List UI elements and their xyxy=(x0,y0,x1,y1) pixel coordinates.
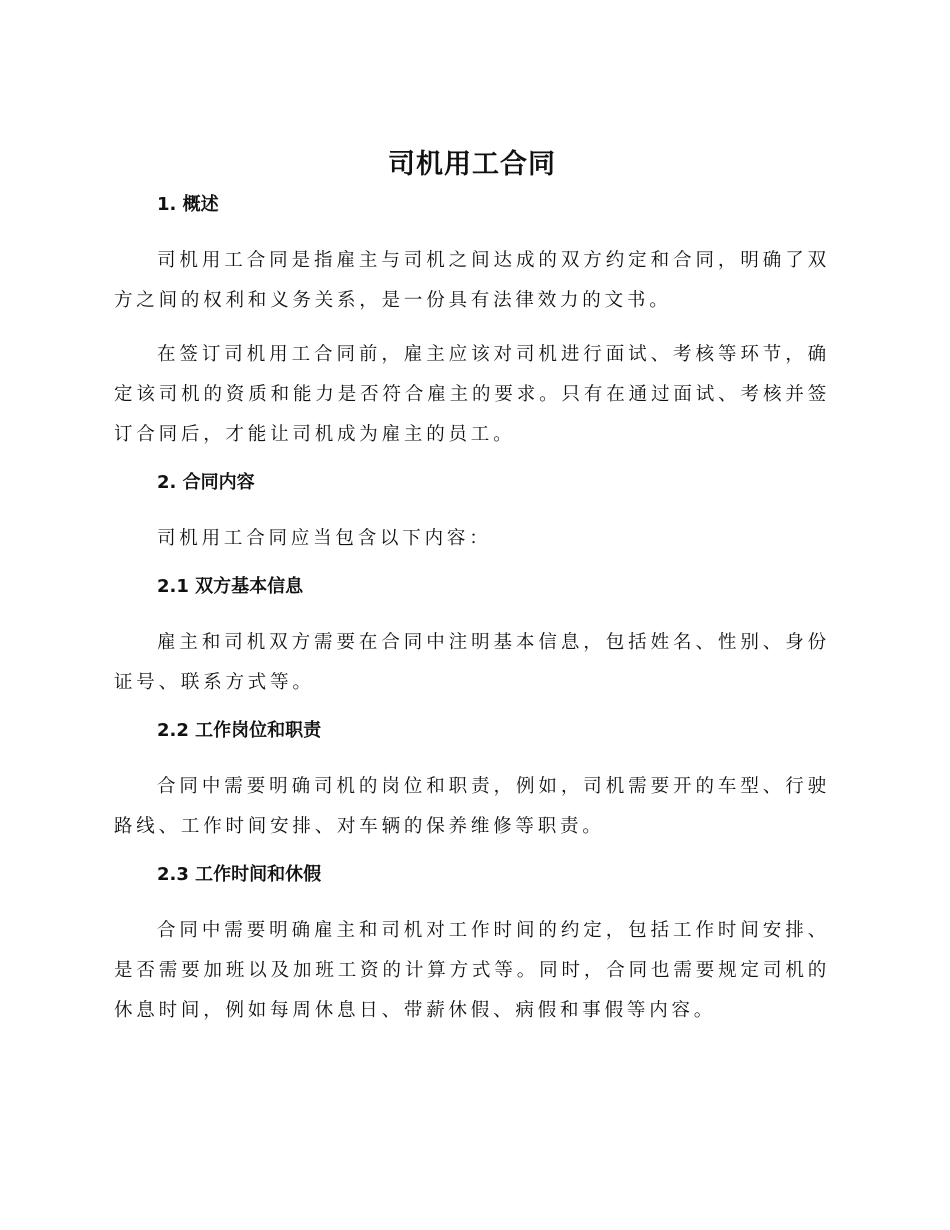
subsection-heading-working-hours: 2.3 工作时间和休假 xyxy=(157,864,322,885)
paragraph: 合同中需要明确雇主和司机对工作时间的约定，包括工作时间安排、是否需要加班以及加班工资的计算方式等。同时，合同也需要规定司机的休息时间，例如每周休息日、带薪休假、病假和事假等内容。 xyxy=(114,920,830,1021)
paragraph: 司机用工合同是指雇主与司机之间达成的双方约定和合同，明确了双方之间的权利和义务关系，是一份具有法律效力的文书。 xyxy=(114,250,830,311)
paragraph: 雇主和司机双方需要在合同中注明基本信息，包括姓名、性别、身份证号、联系方式等。 xyxy=(114,632,830,693)
section-heading-overview: 1. 概述 xyxy=(157,194,219,215)
document-title: 司机用工合同 xyxy=(388,149,556,180)
subsection-heading-position-duties: 2.2 工作岗位和职责 xyxy=(157,720,322,741)
paragraph: 在签订司机用工合同前，雇主应该对司机进行面试、考核等环节，确定该司机的资质和能力是否符合雇主的要求。只有在通过面试、考核并签订合同后，才能让司机成为雇主的员工。 xyxy=(114,344,830,445)
paragraph: 司机用工合同应当包含以下内容： xyxy=(157,528,492,549)
subsection-heading-basic-info: 2.1 双方基本信息 xyxy=(157,576,304,597)
section-heading-contract-content: 2. 合同内容 xyxy=(157,472,255,493)
paragraph: 合同中需要明确司机的岗位和职责，例如，司机需要开的车型、行驶路线、工作时间安排、对车辆的保养维修等职责。 xyxy=(114,776,830,837)
